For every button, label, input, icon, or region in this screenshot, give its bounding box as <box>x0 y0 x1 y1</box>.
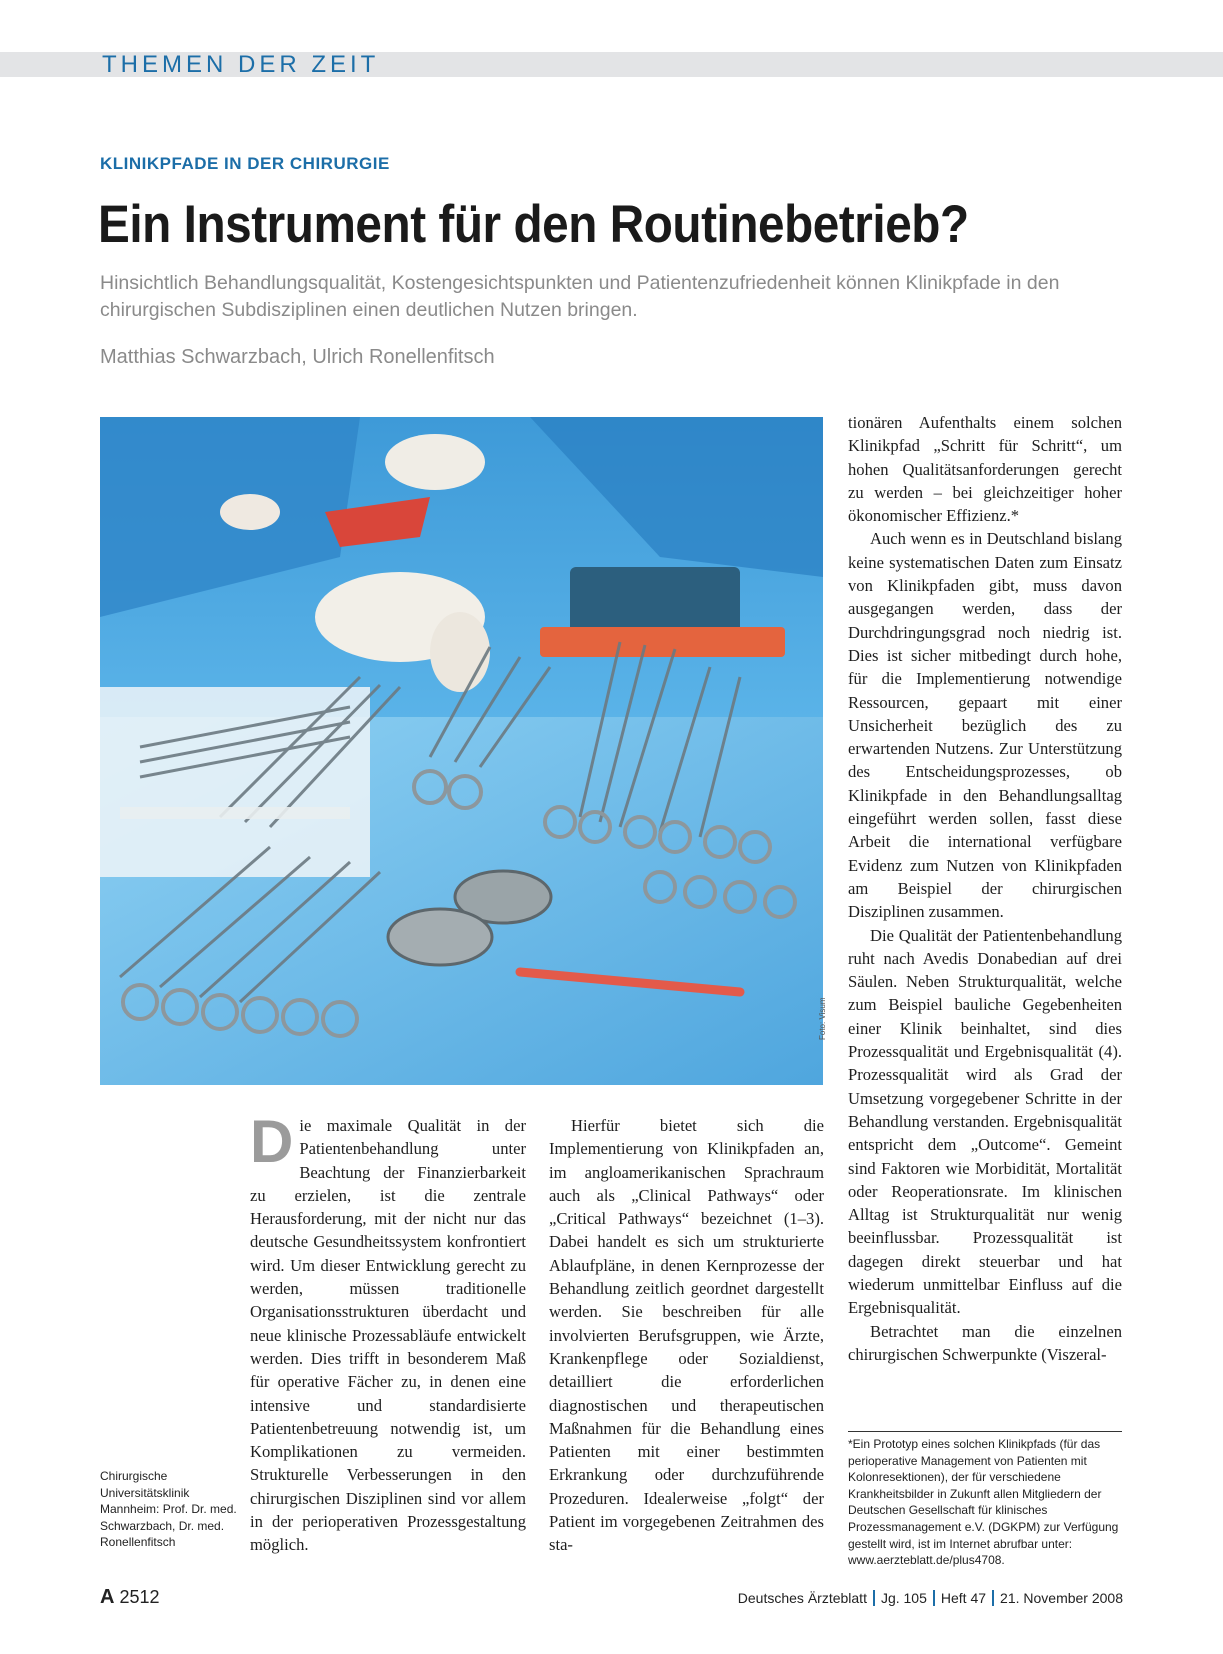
paragraph <box>250 1108 526 1557</box>
article-lead: Hinsichtlich Behandlungsqualität, Kostengesichtspunkten und Patientenzufriedenheit können Klinikpfade in den chirurgischen Subdisziplinen einen deutlichen Nutzen bringen. <box>100 272 1060 321</box>
footer-separator <box>933 1590 935 1606</box>
page-number-value: 2512 <box>119 1587 160 1607</box>
text-column-3 <box>848 411 1122 1366</box>
paragraph: tionären Aufenthalts einem solchen Klinikpfad „Schritt für Schritt“, um hohen Qualitätsanforderungen gerecht zu werden – bei gleichzeitiger hoher ökonomischer Effizienz.* <box>848 413 1122 526</box>
drop-cap: D <box>250 1108 294 1175</box>
footer-separator <box>992 1590 994 1606</box>
article-authors: Matthias Schwarzbach, Ulrich Ronellenfitsch <box>100 346 495 368</box>
surgical-instruments-photo <box>100 417 823 1085</box>
article-kicker: KLINIKPFADE IN DER CHIRURGIE <box>100 154 390 173</box>
photo-credit: Foto: Visum <box>818 997 827 1040</box>
page-number <box>100 1586 160 1609</box>
paragraph: Auch wenn es in Deutschland bislang keine systematischen Daten zum Einsatz von Klinikpfaden gibt, muss davon ausgegangen werden, dass der Durchdringungsgrad noch niedrig ist. Dies ist sicher mitbedingt durch hohe, für die Implementierung notwendige Ressourcen, gepaart mit einer Unsicherheit bezüglich des zu erwartenden Nutzens. Zur Unterstützung des Entscheidungsprozesses, ob Klinikpfade in den Behandlungsalltag eingeführt werden sollen, fasst diese Arbeit die international verfügbare Evidenz zum Nutzen von Klinikpfaden am Beispiel der chirurgischen Disziplinen zusammen. <box>848 529 1122 922</box>
text-column-2 <box>549 1114 824 1557</box>
page-letter: A <box>100 1586 115 1608</box>
footnote: *Ein Prototyp eines solchen Klinikpfads (für das perioperative Management von Patienten mit Kolonresektionen), der für verschiedene Krankheitsbilder in Zukunft allen Mitgliedern der Deutschen Gesellschaft für klinisches Prozessmanagement e.V. (DGKPM) zur Verfügung gestellt wird, ist im Internet abrufbar unter: www.aerzteblatt.de/plus4708. <box>848 1437 1119 1568</box>
paragraph: Die Qualität der Patientenbehandlung ruht nach Avedis Donabedian auf drei Säulen. Neben Strukturqualität, welche zum Beispiel bauliche Gegebenheiten einer Klinik beinhaltet, sind dies Prozessqualität und Ergebnisqualität (4). Prozessqualität wird als Grad der Umsetzung vorgegebener Schritte in der Behandlung verstanden. Ergebnisqualität entspricht dem „Outcome“. Gemeint sind Faktoren wie Morbidität, Mortalität oder Reoperationsrate. Im klinischen Alltag ist Strukturqualität nur wenig beeinflussbar. Prozessqualität ist dagegen direkt steuerbar und hat wiederum unmittelbar Einfluss auf die Ergebnisqualität. <box>848 925 1122 1318</box>
text-column-1 <box>250 1108 526 1557</box>
journal-name: Deutsches Ärzteblatt <box>737 1590 867 1606</box>
section-label: THEMEN DER ZEIT <box>102 51 380 78</box>
journal-footer <box>738 1590 1123 1606</box>
paragraph-text: ie maximale Qualität in der Patientenbehandlung unter Beachtung der Finanzierbarkeit zu erzielen, ist die zentrale Herausforderung, mit der nicht nur das deutsche Gesundheitssystem konfrontiert wird. Um dieser Entwicklung gerecht zu werden, müssen traditionelle Organisationsstrukturen überdacht und neue klinische Prozessabläufe entwickelt werden. Dies trifft in besonderem Maß für operative Fächer zu, in denen eine intensive und standardisierte Patientenbetreuung notwendig ist, um Komplikationen zu vermeiden. Strukturelle Verbesserungen in den chirurgischen Disziplinen sind vor allem in der perioperativen Prozessgestaltung möglich. <box>250 1116 526 1555</box>
paragraph: Hierfür bietet sich die Implementierung von Klinikpfaden an, im angloamerikanischen Sprachraum auch als „Clinical Pathways“ oder „Critical Pathways“ bezeichnet (1–3). Dabei handelt es sich um strukturierte Ablaufpläne, in denen Kernprozesse der Behandlung zeitlich geordnet dargestellt werden. Sie beschreiben für alle involvierten Berufsgruppen, wie Ärzte, Krankenpflege oder Sozialdienst, detailliert die erforderlichen diagnostischen und therapeutischen Maßnahmen für die Behandlung eines Patienten mit einer bestimmten Erkrankung oder durchzuführende Prozeduren. Idealerweise „folgt“ der Patient im vorgegebenen Zeitrahmen des sta- <box>549 1116 824 1555</box>
footer-separator <box>873 1590 875 1606</box>
footnote-divider <box>848 1431 1122 1432</box>
journal-volume: Jg. 105 <box>880 1590 927 1606</box>
journal-date: 21. November 2008 <box>1000 1590 1123 1606</box>
author-affiliation: Chirurgische Universitätsklinik Mannheim: Prof. Dr. med. Schwarzbach, Dr. med. Ronellenfitsch <box>100 1469 237 1549</box>
journal-issue: Heft 47 <box>940 1590 987 1606</box>
paragraph: Betrachtet man die einzelnen chirurgischen Schwerpunkte (Viszeral- <box>848 1321 1122 1364</box>
article-headline: Ein Instrument für den Routinebetrieb? <box>98 195 969 254</box>
